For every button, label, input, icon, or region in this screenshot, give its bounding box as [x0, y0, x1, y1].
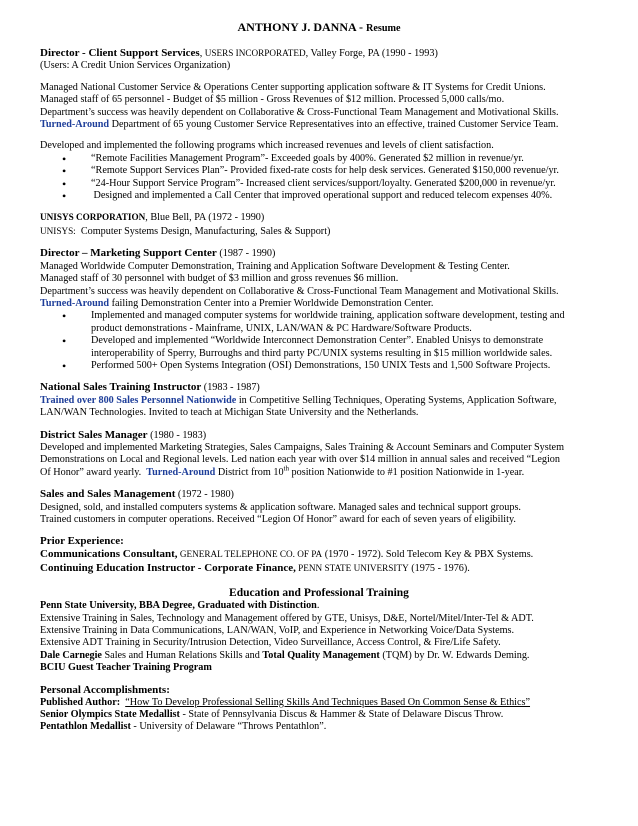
section-sales: Sales and Sales Management (1972 - 1980) Designed, sold, and installed computers systems & application software. Managed sales and technical support groups. Trained customers in computer operations. Received “Legion Of Honor” award for each of seven years of eligibility.: [40, 488, 521, 525]
desc-line: Managed National Customer Service & Operations Center supporting application software & IT Systems for Credit Unions.: [40, 81, 546, 93]
list-item: • Implemented and managed computer systems for worldwide training, application software development, testing and product demonstrations - Mainframe, UNIX, LAN/WAN & PC Hardware/Software Products.: [62, 310, 578, 335]
turned-around-label: Turned-Around: [40, 119, 110, 131]
role-title: Director - Client Support Services: [40, 47, 200, 59]
list-item: • “24-Hour Support Service Program”- Increased client services/support/loyalty. Generated $200,000 in revenue/yr.: [62, 178, 598, 190]
list-item: • Designed and implemented a Call Center that improved operational support and reduced telecom expenses 40%.: [62, 190, 598, 202]
resume-label: Resume: [366, 23, 401, 34]
desc-line: Department’s success was heavily dependent on Collaborative & Cross-Functional Team Management and Motivational Skills.: [40, 285, 559, 297]
section-education: Penn State University, BBA Degree, Graduated with Distinction. Extensive Training in Sales, Technology and Management offered by GTE, Unisys, D&E, Nortel/Mitel/Inter-Tel & ADT. Extensive Training in Data Communications, LAN/WAN, VoIP, and Experience in Networking Voice/Data Systems. Extensive ADT Training in Security/Intrusion Detection, Video Surveillance, Access Control, & Fire/Life Safety. Dale Carnegie Sales and Human Relations Skills and Total Quality Management (TQM) by Dr. W. Edwards Deming. BCIU Guest Teacher Training Program: [40, 600, 534, 674]
role-title: District Sales Manager: [40, 428, 148, 441]
education-heading: Education and Professional Training: [229, 587, 409, 600]
desc-line: Department’s success was heavily dependent on Collaborative & Cross-Functional Team Management and Motivational Skills.: [40, 106, 559, 118]
section-client-support: Director - Client Support Services, USERS INCORPORATED, Valley Forge, PA (1990 - 1993) (Users: A Credit Union Services Organization) Managed National Customer Service & Operations Center supporting application software & IT Systems for Credit Unions. Managed staff of 65 personnel - Budget of $5 million - Gross Revenues of $12 million. Processed 5,000 calls/mo. Department’s success was heavily dependent on Collaborative & Cross-Functional Team Management and Motivational Skills. Turned-Around Department of 65 young Customer Service Representatives into an effective, trained Customer Service Team. Developed and implemented the following programs which increased revenues and levels of client satisfaction. • “Remote Facilities Management Program”- Exceeded goals by 400%. Generated $2 million in revenue/yr. • “Remote Support Services Plan”- Provided fixed-rate costs for help desk services. Generated $150,000 revenue/yr. • “24-Hour Support Service Program”- Increased client services/support/loyalty. Generated $200,000 in revenue/yr. • Designed and implemented a Call Center that improved operational support and reduced telecom expenses 40%.: [40, 47, 598, 202]
desc-line: Managed staff of 30 personnel with budget of $3 million and gross revenues $6 million.: [40, 273, 399, 285]
section-heading: Prior Experience:: [40, 535, 124, 548]
list-item: • Performed 500+ Open Systems Integration (OSI) Demonstrations, 150 UNIX Tests and 1,500 Software Projects.: [62, 360, 578, 372]
section-prior: Prior Experience: Communications Consultant, GENERAL TELEPHONE CO. OF PA (1970 - 1972). Sold Telecom Key & PBX Systems. Continuing Education Instructor - Corporate Finance, PENN STATE UNIVERSITY (1975 - 1976).: [40, 535, 598, 575]
section-heading: Personal Accomplishments:: [40, 683, 170, 696]
section-training: National Sales Training Instructor (1983 - 1987) Trained over 800 Sales Personnel Nationwide in Competitive Selling Techniques, Operating Systems, Application Software, LAN/WAN Technologies. Invited to teach at Michigan State University and the Netherlands.: [40, 381, 557, 419]
company-subtitle: (Users: A Credit Union Services Organization): [40, 60, 231, 72]
section-personal: Personal Accomplishments: Published Author: “How To Develop Professional Selling Skills And Techniques Based On Common Sense & Ethics” Senior Olympics State Medallist - State of Pennsylvania Discus & Hammer & State of Delaware Discus Throw. Pentathlon Medallist - University of Delaware “Throws Pentathlon”.: [40, 684, 598, 734]
list-item: • “Remote Facilities Management Program”- Exceeded goals by 400%. Generated $2 million in revenue/yr.: [62, 153, 598, 165]
training-highlight: Trained over 800 Sales Personnel Nationwide: [40, 394, 237, 406]
desc-line: Managed Worldwide Computer Demonstration, Training and Application Software Development & Testing Center.: [40, 260, 510, 272]
programs-intro: Developed and implemented the following programs which increased revenues and levels of client satisfaction.: [40, 140, 494, 152]
resume-title: ANTHONY J. DANNA - Resume: [237, 20, 401, 34]
candidate-name: ANTHONY J. DANNA: [237, 20, 357, 34]
book-title: “How To Develop Professional Selling Skills And Techniques Based On Common Sense & Ethics”: [125, 696, 531, 708]
list-item: • “Remote Support Services Plan”- Provided fixed-rate costs for help desk services. Generated $150,000 revenue/yr.: [62, 165, 598, 177]
section-marketing: Director – Marketing Support Center (1987 - 1990) Managed Worldwide Computer Demonstration, Training and Application Software Development & Testing Center. Managed staff of 30 personnel with budget of $3 million and gross revenues $6 million. Department’s success was heavily dependent on Collaborative & Cross-Functional Team Management and Motivational Skills. Turned-Around failing Demonstration Center into a Premier Worldwide Demonstration Center. • Implemented and managed computer systems for worldwide training, application software development, testing and product demonstrations - Mainframe, UNIX, LAN/WAN & PC Hardware/Software Products. • Developed and implemented “Worldwide Interconnect Demonstration Center”. Enabled Unisys to demonstrate interoperability of Sperry, Burroughs and third party PC/UNIX systems resulting in $15 million worldwide sales. • Performed 500+ Open Systems Integration (OSI) Demonstrations, 150 UNIX Tests and 1,500 Software Projects.: [40, 247, 598, 372]
section-unisys: UNISYS CORPORATION, Blue Bell, PA (1972 - 1990) UNISYS: Computer Systems Design, Manufacturing, Sales & Support): [40, 212, 331, 237]
marketing-list: [40, 310, 598, 372]
desc-line: Managed staff of 65 personnel - Budget of $5 million - Gross Revenues of $12 million. Processed 5,000 calls/mo.: [40, 94, 505, 106]
role-title: Director – Marketing Support Center: [40, 247, 217, 260]
role-title: Sales and Sales Management: [40, 488, 176, 501]
list-item: • Developed and implemented “Worldwide Interconnect Demonstration Center”. Enabled Unisys to demonstrate interoperability of Sperry, Burroughs and third party PC/UNIX systems resulting in $15 million worldwide sales.: [62, 335, 578, 360]
company-name: USERS INCORPORATED: [204, 48, 306, 58]
section-district: District Sales Manager (1980 - 1983) Developed and implemented Marketing Strategies, Sales Campaigns, Sales Training & Account Seminars and Computer System Demonstrations on Local and Regional levels. Led nation each year with over $14 million in annual sales and received “Legion Of Honor” award yearly. Turned-Around District from 10th position Nationwide to #1 position Nationwide in 1-year.: [40, 428, 565, 478]
role-title: National Sales Training Instructor: [40, 381, 202, 394]
turned-around-label: Turned-Around: [146, 466, 216, 478]
programs-list: [40, 153, 598, 203]
company-name: UNISYS CORPORATION: [40, 212, 146, 223]
turned-around-label: Turned-Around: [40, 297, 110, 309]
degree: Penn State University, BBA Degree, Graduated with Distinction: [40, 600, 317, 612]
